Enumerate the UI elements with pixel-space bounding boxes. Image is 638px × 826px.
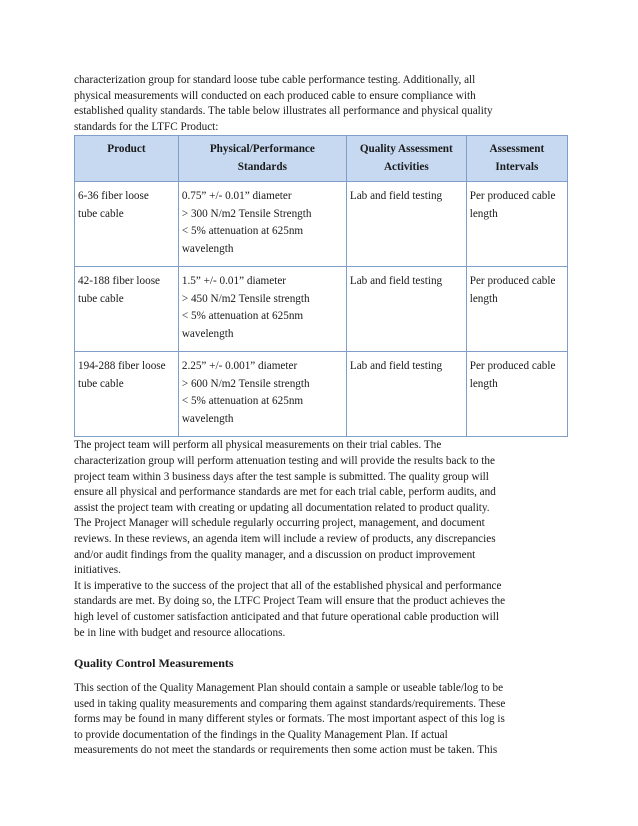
table-row xyxy=(75,267,568,352)
cell-activities: Lab and field testing xyxy=(346,182,466,267)
header-standards: Physical/Performance Standards xyxy=(178,136,346,182)
quality-standards-table xyxy=(74,135,568,437)
section-line: to provide documentation of the findings in the Quality Management Plan. If actual xyxy=(74,728,448,741)
cell-product: 194-288 fiber loose tube cable xyxy=(75,352,179,437)
cell-intervals: Per produced cable length xyxy=(466,182,567,267)
cell-product: 6-36 fiber loose tube cable xyxy=(75,182,179,267)
body-line: The Project Manager will schedule regularly occurring project, management, and document xyxy=(74,517,485,530)
header-intervals: Assessment Intervals xyxy=(466,136,567,182)
table-header-row xyxy=(75,136,568,182)
header-product: Product xyxy=(75,136,179,182)
cell-activities: Lab and field testing xyxy=(346,267,466,352)
header-activities: Quality Assessment Activities xyxy=(346,136,466,182)
body-line: standards are met. By doing so, the LTFC Project Team will ensure that the product achieves the xyxy=(74,595,506,608)
quality-control-paragraph xyxy=(74,681,566,759)
body-line: assist the project team with creating or updating all documentation related to product quality. xyxy=(74,501,490,514)
intro-line: characterization group for standard loose tube cable performance testing. Additionally, all xyxy=(74,74,476,86)
body-line: and/or audit findings from the quality manager, and a discussion on product improvement xyxy=(74,548,476,561)
table-row xyxy=(75,182,568,267)
cell-standards: 0.75” +/- 0.01” diameter > 300 N/m2 Tensile Strength < 5% attenuation at 625nm wavelength xyxy=(178,182,346,267)
cell-product: 42-188 fiber loose tube cable xyxy=(75,267,179,352)
intro-line: established quality standards. The table below illustrates all performance and physical quality xyxy=(74,105,493,118)
cell-standards: 2.25” +/- 0.001” diameter > 600 N/m2 Tensile strength < 5% attenuation at 625nm wavelength xyxy=(178,352,346,437)
section-line: measurements do not meet the standards or requirements then some action must be taken. This xyxy=(74,744,498,757)
body-line: The project team will perform all physical measurements on their trial cables. The xyxy=(74,439,442,452)
section-line: This section of the Quality Management Plan should contain a sample or useable table/log to be xyxy=(74,682,504,695)
body-paragraphs xyxy=(74,438,566,641)
body-line: initiatives. xyxy=(74,564,121,577)
cell-intervals: Per produced cable length xyxy=(466,352,567,437)
body-line: ensure all physical and performance standards are met for each trial cable, perform audits, and xyxy=(74,486,496,499)
cell-intervals: Per produced cable length xyxy=(466,267,567,352)
section-heading: Quality Control Measurements xyxy=(74,656,234,671)
body-line: project team within 3 business days after the test sample is submitted. The quality group will xyxy=(74,470,489,483)
body-line: be in line with budget and resource allocations. xyxy=(74,626,286,639)
body-line: characterization group will perform attenuation testing and will provide the results back to the xyxy=(74,454,495,467)
intro-paragraph xyxy=(74,73,566,135)
cell-standards: 1.5” +/- 0.01” diameter > 450 N/m2 Tensile strength < 5% attenuation at 625nm wavelength xyxy=(178,267,346,352)
intro-line: standards for the LTFC Product: xyxy=(74,120,219,133)
body-line: reviews. In these reviews, an agenda item will include a review of products, any discrepancies xyxy=(74,532,496,545)
intro-line: physical measurements will conducted on each produced cable to ensure compliance with xyxy=(74,89,476,102)
page-content xyxy=(74,73,566,759)
cell-activities: Lab and field testing xyxy=(346,352,466,437)
body-line: high level of customer satisfaction anticipated and that future operational cable production will xyxy=(74,610,499,623)
body-line: It is imperative to the success of the project that all of the established physical and performance xyxy=(74,579,502,592)
section-line: used in taking quality measurements and comparing them against standards/requirements. These xyxy=(74,697,506,710)
table-row xyxy=(75,352,568,437)
section-line: forms may be found in many different styles or formats. The most important aspect of this log is xyxy=(74,713,505,726)
